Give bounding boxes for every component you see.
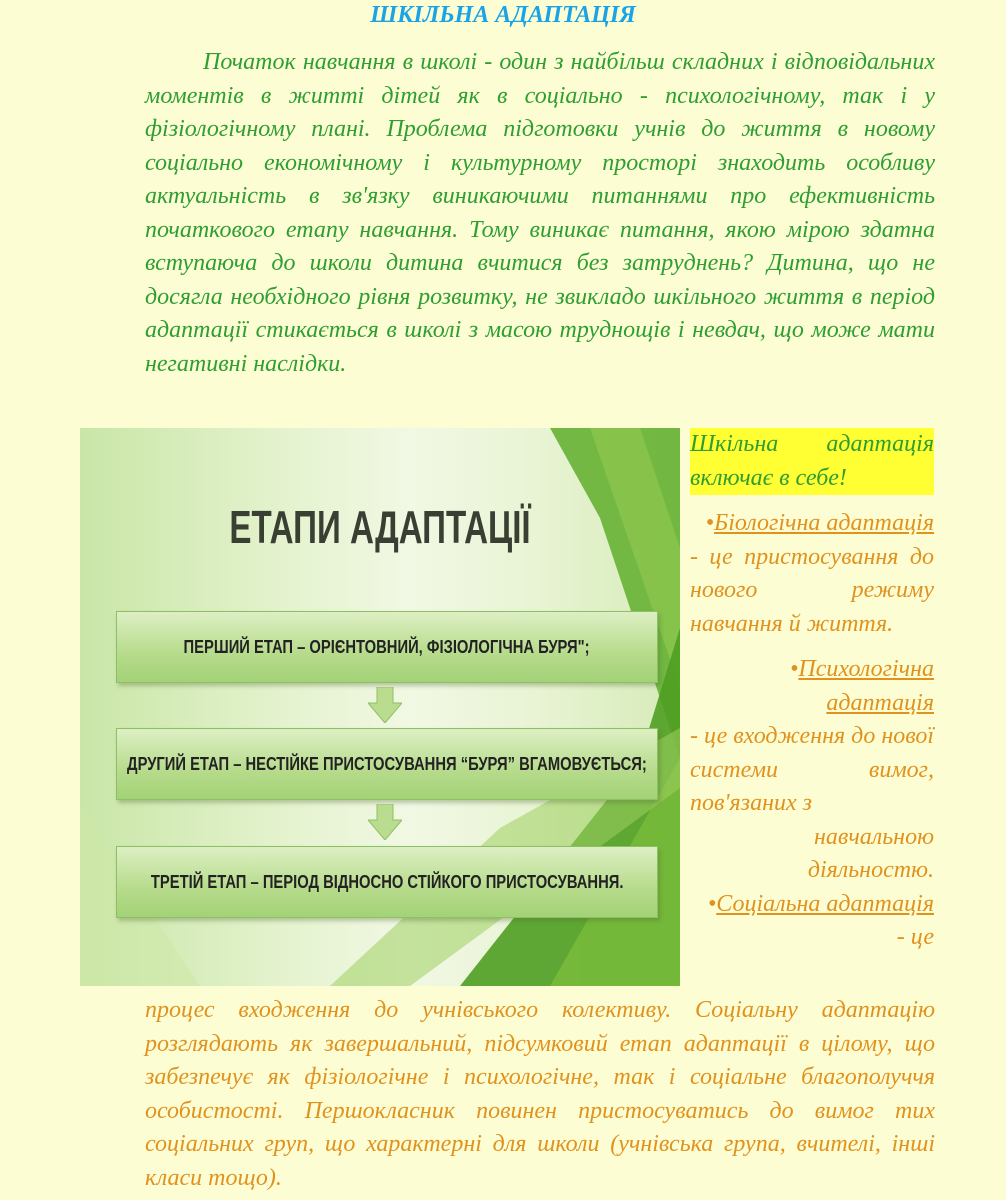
page-title: ШКІЛЬНА АДАПТАЦІЯ bbox=[370, 2, 636, 28]
biological-adaptation-item bbox=[690, 507, 934, 541]
bullet: • bbox=[707, 890, 717, 917]
bullet: • bbox=[705, 510, 715, 536]
biological-adaptation-definition: - це пристосування до нового режиму навчання й життя. bbox=[690, 543, 934, 637]
biological-adaptation-term: Біологічна адаптація bbox=[714, 510, 934, 536]
psychological-adaptation-end-1: навчальною bbox=[814, 823, 934, 850]
psychological-adaptation-item bbox=[690, 653, 934, 720]
psychological-adaptation-definition: - це входження до нової системи вимог, пов'язаних з bbox=[690, 723, 934, 816]
stage-box-2 bbox=[116, 728, 658, 800]
social-adaptation-term: Соціальна адаптація bbox=[716, 890, 934, 917]
intro-paragraph: Початок навчання в школі - один з найбільш складних і відповідальних моментів в житті дітей як в соціально - психологічному, так і у фізіологічному плані. Проблема підготовки учнів до життя в новому соціально економічному і культурному просторі знаходить особливу актуальність в зв'язку виникаючими питаннями про ефективність початкового етапу навчання. Тому виникає питання, якою мірою здатна вступаюча до школи дитина вчитися без затруднень? Дитина, що не досягла необхідного рівня розвитку, не звикладо шкільного життя в період адаптації стикається в школі з масою труднощів і невдач, що може мати негативні наслідки. bbox=[145, 49, 935, 377]
psychological-adaptation-end-2: діяльностю. bbox=[807, 857, 934, 883]
stage-label-2: ДРУГИЙ ЕТАП – НЕСТІЙКЕ ПРИСТОСУВАННЯ “БУРЯ” ВГАМОВУЄТЬСЯ; bbox=[127, 753, 647, 774]
stage-box-3 bbox=[116, 846, 658, 918]
social-adaptation-item bbox=[690, 888, 934, 922]
stage-label-1: ПЕРШИЙ ЕТАП – ОРІЄНТОВНИЙ, ФІЗІОЛОГІЧНА БУРЯ"; bbox=[183, 636, 591, 657]
down-arrow-icon bbox=[368, 687, 402, 723]
stage-label-3: ТРЕТІЙ ЕТАП – ПЕРІОД ВІДНОСНО СТІЙКОГО ПРИСТОСУВАННЯ. bbox=[150, 871, 624, 892]
psychological-adaptation-term: Психологічна адаптація bbox=[798, 656, 934, 716]
adaptation-stages-figure bbox=[80, 428, 680, 986]
highlighted-heading: Шкільна адаптація включає в себе! bbox=[690, 428, 934, 495]
social-adaptation-definition-start: - це bbox=[896, 924, 934, 950]
down-arrow-icon bbox=[368, 804, 402, 840]
social-adaptation-paragraph: процес входження до учнівського колективу. Соціальну адаптацію розглядають як завершальний, підсумковий етап адаптації в цілому, що забезпечує як фізіологічне і психологічне, так і соціальне благополуччя особистості. Першокласник повинен пристосуватись до вимог тих соціальних груп, що характерні для школи (учнівська група, вчителі, інші класи тощо). bbox=[145, 997, 935, 1191]
stage-box-1 bbox=[116, 611, 658, 683]
adaptation-types-column bbox=[690, 428, 934, 955]
bullet: • bbox=[790, 656, 799, 682]
figure-title: ЕТАПИ АДАПТАЦІЇ bbox=[229, 501, 531, 553]
